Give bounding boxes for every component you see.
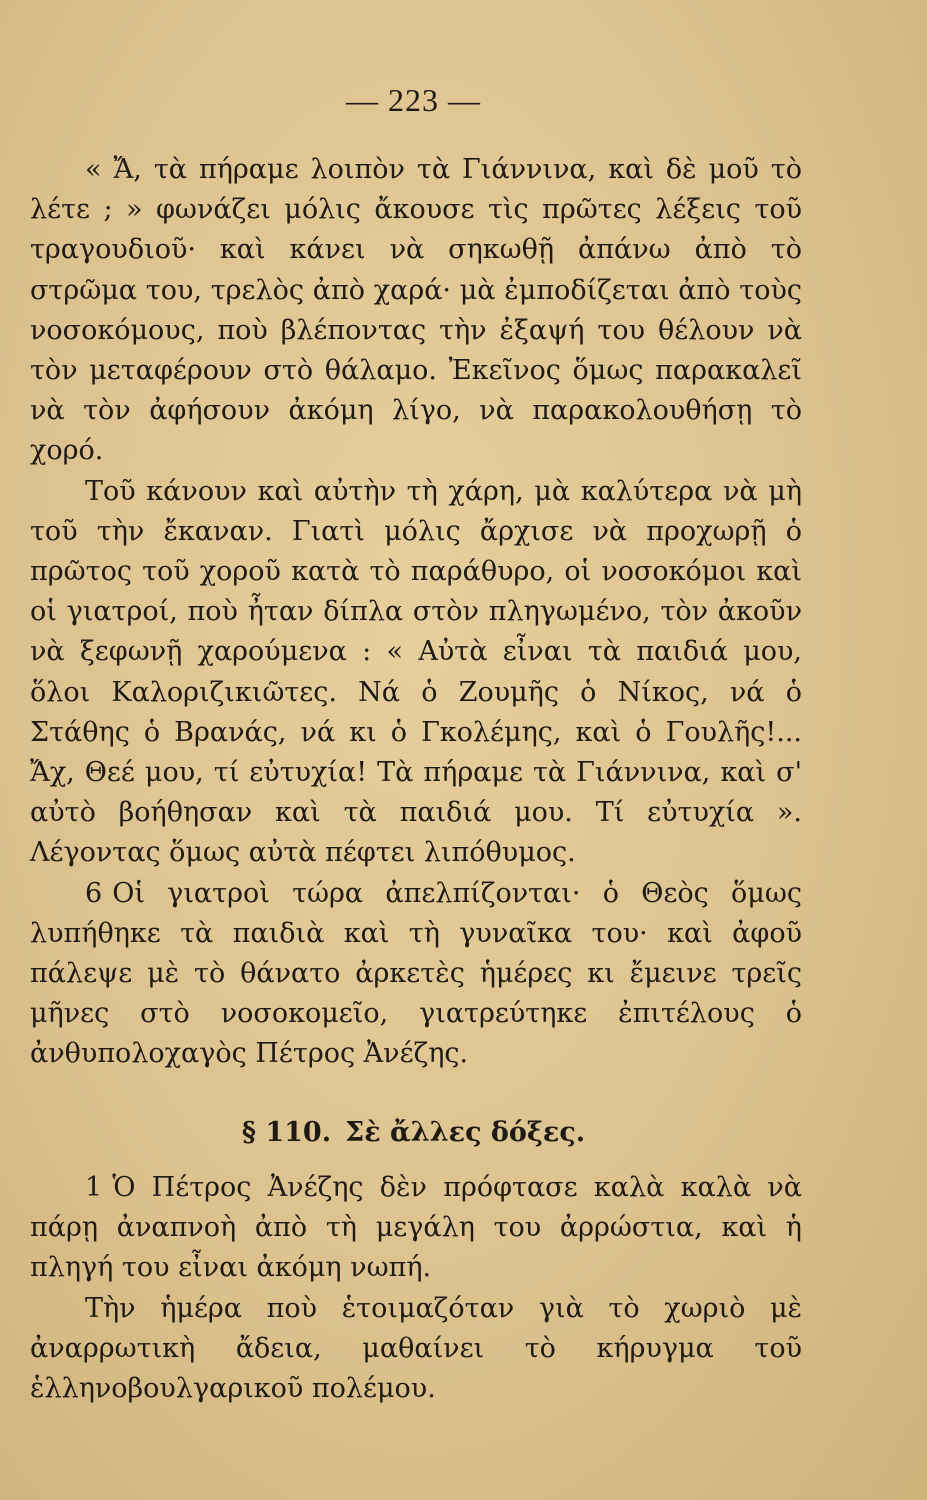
paragraph <box>30 1168 802 1289</box>
body-text-bottom <box>30 1168 802 1409</box>
page-number: — 223 — <box>346 82 481 118</box>
paragraph-text: Ὁ Πέτρος Ἀνέζης δὲν πρόφτασε καλὰ καλὰ νὰ πάρῃ ἀναπνοὴ ἀπὸ τὴ μεγάλη του ἀρρώστια, καὶ ἡ πληγή του εἶναι ἀκόμη νωπή. <box>30 1172 802 1284</box>
paragraph: « Ἄ, τὰ πήραμε λοιπὸν τὰ Γιάννινα, καὶ δὲ μοῦ τὸ λέτε ; » φωνάζει μόλις ἄκουσε τὶς πρῶτες λέξεις τοῦ τραγουδιοῦ· καὶ κάνει νὰ σηκωθῇ ἀπάνω ἀπὸ τὸ στρῶμα του, τρελὸς ἀπὸ χαρά· μὰ ἐμποδίζεται ἀπὸ τοὺς νοσοκόμους, ποὺ βλέποντας τὴν ἐξαψή του θέλουν νὰ τὸν μεταφέρουν στὸ θάλαμο. Ἐκεῖνος ὅμως παρακαλεῖ νὰ τὸν ἀφήσουν ἀκόμη λίγο, νὰ παρακολουθήσῃ τὸ χορό. <box>30 154 802 467</box>
section-heading <box>0 1117 827 1148</box>
paragraph: Τοῦ κάνουν καὶ αὐτὴν τὴ χάρη, μὰ καλύτερα νὰ μὴ τοῦ τὴν ἔκαναν. Γιατὶ μόλις ἄρχισε νὰ προχωρῇ ὁ πρῶτος τοῦ χοροῦ κατὰ τὸ παράθυρο, οἱ νοσοκόμοι καὶ οἱ γιατροί, ποὺ ἦταν δίπλα στὸν πληγωμένο, τὸν ἀκοῦν νὰ ξεφωνῇ χαρούμενα : « Αὐτὰ εἶναι τὰ παιδιά μου, ὅλοι Καλοριζικιῶτες. Νά ὁ Ζουμῆς ὁ Νίκος, νά ὁ Στάθης ὁ Βρανάς, νά κι ὁ Γκολέμης, καὶ ὁ Γουλῆς!... Ἄχ, Θεέ μου, τί εὐτυχία! Τὰ πήραμε τὰ Γιάννινα, καὶ σ' αὐτὸ βοήθησαν καὶ τὰ παιδιά μου. Τί εὐτυχία ». Λέγοντας ὅμως αὐτὰ πέφτει λιπόθυμος. <box>30 475 802 869</box>
section-title: Σὲ ἄλλες δόξες. <box>345 1117 586 1148</box>
section-number: § 110. <box>241 1117 332 1148</box>
paragraph-number: 6 <box>85 877 103 909</box>
paragraph <box>30 874 802 1075</box>
paragraph: Τὴν ἡμέρα ποὺ ἑτοιμαζόταν γιὰ τὸ χωριὸ μὲ ἀναρρωτικὴ ἄδεια, μαθαίνει τὸ κήρυγμα τοῦ ἑλληνοβουλγαρικοῦ πολέμου. <box>30 1292 802 1405</box>
body-text-top <box>30 150 802 1075</box>
paragraph-number: 1 <box>85 1172 103 1203</box>
paragraph-text: Οἱ γιατροὶ τώρα ἀπελπίζονται· ὁ Θεὸς ὅμως λυπήθηκε τὰ παιδιὰ καὶ τὴ γυναῖκα του· καὶ ἀφοῦ πάλεψε μὲ τὸ θάνατο ἀρκετὲς ἡμέρες κι ἔμεινε τρεῖς μῆνες στὸ νοσοκομεῖο, γιατρεύτηκε ἐπιτέλους ὁ ἀνθυπολοχαγὸς Πέτρος Ἀνέζης. <box>30 877 802 1070</box>
